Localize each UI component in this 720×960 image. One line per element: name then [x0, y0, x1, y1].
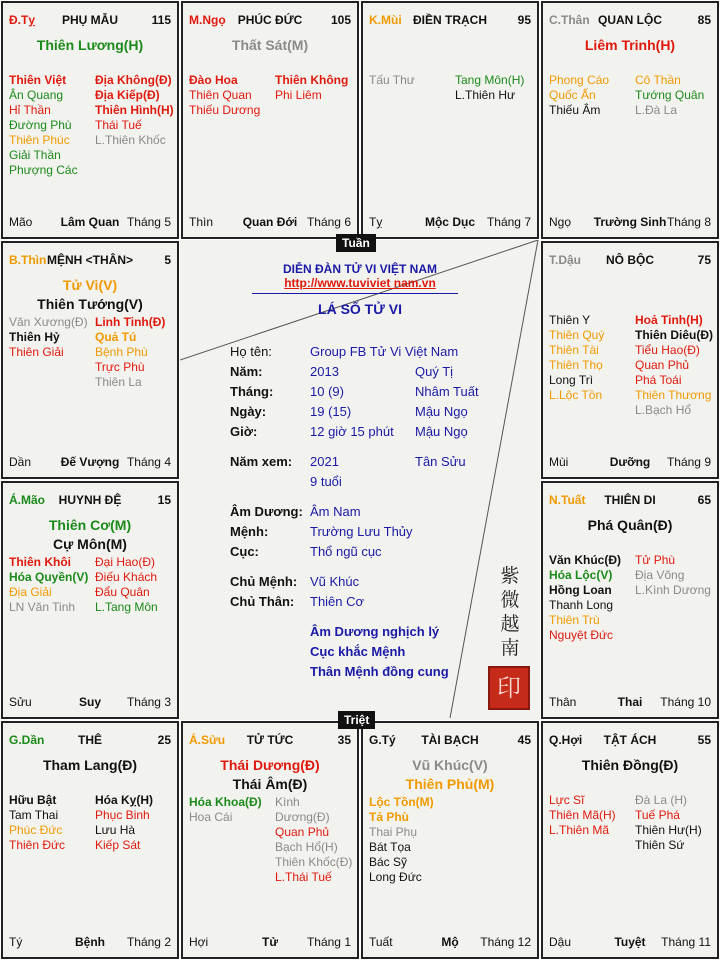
info-label: Tháng: — [230, 384, 274, 399]
palace-mao — [1, 481, 179, 719]
palace-header — [369, 13, 531, 29]
star: Lộc Tồn(M) — [369, 795, 434, 809]
palace-stem-branch: C.Thân — [549, 13, 590, 27]
stars-right — [635, 553, 711, 598]
star: Trực Phù — [95, 360, 145, 374]
main-star: Thiên Phủ(M) — [405, 776, 495, 792]
star: Đào Hoa — [189, 73, 238, 87]
palace-branch: Ngọ — [549, 215, 572, 229]
stars-left — [549, 553, 621, 643]
stars-left — [9, 315, 88, 360]
life-stage: Bệnh — [75, 935, 105, 949]
info-value-2: Mậu Ngọ — [415, 424, 468, 439]
palace-stem-branch: N.Tuất — [549, 493, 586, 507]
star: Địa Không(Đ) — [95, 73, 172, 87]
stars-left — [189, 795, 262, 825]
palace-number: 5 — [164, 253, 171, 267]
star: Thiên Khôi — [9, 555, 71, 569]
star: Thiên Thọ — [549, 358, 603, 372]
palace-stem-branch: Á.Sửu — [189, 733, 226, 747]
info-label: Họ tên: — [230, 344, 272, 359]
info-value: 2013 — [310, 364, 339, 379]
info-label: Mệnh: — [230, 524, 269, 539]
palace-number: 75 — [697, 253, 711, 267]
star: Địa Giải — [9, 585, 52, 599]
star: Cô Thần — [635, 73, 681, 87]
palace-header — [9, 13, 171, 29]
palace-stem-branch: Đ.Tỵ — [9, 13, 36, 27]
star: L.Bạch Hổ — [635, 403, 692, 417]
life-stage: Tuyệt — [614, 935, 646, 949]
star: Văn Khúc(Đ) — [549, 553, 621, 567]
palace-month: Tháng 8 — [666, 215, 711, 229]
info-label: Cục: — [230, 544, 259, 559]
palace-month: Tháng 4 — [126, 455, 171, 469]
stars-left — [9, 555, 88, 615]
palace-month: Tháng 7 — [486, 215, 531, 229]
stars-left — [549, 73, 609, 118]
palace-stem-branch: G.Dần — [9, 733, 45, 747]
palace-header — [369, 733, 531, 749]
star: Phi Liêm — [275, 88, 322, 102]
stars-right — [95, 555, 158, 615]
palace-footer — [549, 695, 711, 711]
star: Tang Môn(H) — [455, 73, 525, 87]
palace-footer — [189, 215, 351, 231]
stars-left — [549, 313, 604, 403]
star: Phá Toái — [635, 373, 682, 387]
palace-number: 85 — [697, 13, 711, 27]
palace-branch: Tý — [9, 935, 23, 949]
palace-header — [549, 733, 711, 749]
main-star: Thái Âm(Đ) — [232, 776, 308, 792]
life-stage: Đế Vượng — [60, 455, 120, 469]
palace-hoi — [541, 721, 719, 959]
star: Tấu Thư — [369, 73, 415, 87]
palace-footer — [9, 215, 171, 231]
star: Quả Tú — [95, 330, 137, 344]
star: L.Thiên Khốc — [95, 133, 166, 147]
center-panel — [180, 240, 540, 720]
star: Đà La (H) — [635, 793, 688, 807]
stars-left — [369, 73, 415, 88]
star: Phong Cáo — [549, 73, 610, 87]
star: Thiên Y — [549, 313, 591, 327]
life-stage: Trường Sinh — [593, 215, 667, 229]
palace-month: Tháng 11 — [661, 935, 711, 949]
info-value: Group FB Tử Vi Việt Nam — [310, 344, 459, 359]
star: Thai Phụ — [369, 825, 418, 839]
star: L.Thái Tuế — [275, 870, 332, 884]
palace-number: 45 — [517, 733, 531, 747]
info-label: Ngày: — [230, 404, 267, 419]
palace-dan — [1, 721, 179, 959]
palace-name: PHÚC ĐỨC — [237, 13, 303, 27]
main-star: Phá Quân(Đ) — [587, 517, 673, 533]
palace-name: THIÊN DI — [604, 493, 656, 507]
palace-name: PHỤ MẪU — [62, 13, 118, 27]
palace-footer — [9, 695, 171, 711]
note-2: Cục khắc Mệnh — [310, 644, 406, 659]
palace-branch: Tuất — [369, 935, 393, 949]
star: Bạch Hổ(H) — [275, 840, 338, 854]
star: Quốc Ấn — [549, 88, 596, 102]
star: Hoa Cái — [189, 810, 233, 824]
life-stage: Quan Đới — [242, 215, 298, 229]
palace-header — [9, 253, 171, 269]
star: Thiên Sứ — [635, 838, 685, 852]
note-1: Âm Dương nghịch lý — [310, 624, 440, 639]
info-label: Chủ Mệnh: — [230, 574, 298, 589]
life-stage: Mộc Dục — [424, 215, 475, 229]
palace-footer — [549, 215, 711, 231]
star: Thiên Quý — [549, 328, 605, 342]
palace-tuat — [541, 481, 719, 719]
star: Đẩu Quân — [95, 585, 150, 599]
palace-name: QUAN LỘC — [598, 13, 662, 27]
palace-footer — [549, 935, 711, 951]
star: Địa Võng — [635, 568, 685, 582]
palace-branch: Dần — [9, 455, 32, 469]
palace-stem-branch: M.Ngọ — [189, 13, 226, 27]
info-value: 2021 — [310, 454, 339, 469]
palace-header — [549, 13, 711, 29]
main-star: Tử Vi(V) — [62, 277, 118, 293]
palace-month: Tháng 12 — [480, 935, 531, 949]
palace-header — [549, 493, 711, 509]
star: Lực Sĩ — [549, 793, 585, 807]
star: Thiếu Dương — [189, 103, 261, 117]
star: Quan Phủ — [635, 358, 690, 372]
calligraphy-char-2: 微 — [500, 589, 520, 611]
star: Hóa Khoa(Đ) — [189, 795, 262, 809]
palace-name: TỬ TỨC — [246, 733, 294, 747]
stars-right — [95, 793, 153, 853]
main-star: Vũ Khúc(V) — [412, 757, 488, 773]
star: Thiên Đức — [9, 838, 66, 852]
palace-footer — [369, 935, 531, 951]
star: Phục Binh — [95, 808, 150, 822]
star: Thiếu Âm — [549, 103, 601, 117]
star: L.Thiên Mã — [549, 823, 610, 837]
stars-right — [635, 73, 704, 118]
star: Nguyệt Đức — [549, 628, 614, 642]
stars-right — [275, 73, 348, 103]
palace-name: TÀI BẠCH — [421, 733, 479, 747]
palace-month: Tháng 1 — [306, 935, 351, 949]
stars-right — [635, 793, 702, 853]
palace-name: TẬT ÁCH — [603, 733, 657, 747]
main-star: Thiên Cơ(M) — [48, 517, 132, 533]
info-value: Vũ Khúc — [310, 574, 360, 589]
palace-month: Tháng 2 — [126, 935, 171, 949]
star: Văn Xương(Đ) — [9, 315, 88, 329]
star: Địa Kiếp(Đ) — [95, 88, 160, 102]
life-stage: Suy — [78, 695, 101, 709]
info-value: 12 giờ 15 phút — [310, 424, 394, 439]
star: Thiên La — [95, 375, 142, 389]
star: Phúc Đức — [9, 823, 63, 837]
stars-left — [369, 795, 434, 885]
main-star: Cự Môn(M) — [53, 536, 127, 552]
star: LN Văn Tinh — [9, 600, 76, 614]
palace-month: Tháng 6 — [306, 215, 351, 229]
life-stage: Mộ — [441, 935, 459, 949]
info-value-2: Quý Tị — [415, 364, 454, 379]
palace-month: Tháng 10 — [660, 695, 711, 709]
palace-month: Tháng 5 — [126, 215, 171, 229]
star: Tiểu Hao(Đ) — [635, 343, 700, 357]
star: Thiên Phúc — [9, 133, 70, 147]
note-3: Thân Mệnh đồng cung — [310, 664, 449, 679]
info-value: Âm Nam — [310, 504, 361, 519]
palace-header — [189, 733, 351, 749]
star: L.Tang Môn — [95, 600, 158, 614]
palace-dau — [1, 1, 179, 239]
stars-left — [9, 73, 78, 178]
star: Long Đức — [369, 870, 422, 884]
star: Tướng Quân — [635, 88, 705, 102]
palace-stem-branch: T.Dậu — [549, 253, 582, 267]
stars-right — [275, 795, 357, 885]
star: Bát Tọa — [369, 840, 411, 854]
palace-than — [541, 1, 719, 239]
palace-name: ĐIỀN TRẠCH — [413, 13, 487, 27]
palace-number: 25 — [157, 733, 171, 747]
palace-branch: Mão — [9, 215, 33, 229]
palace-branch: Tỵ — [369, 215, 383, 229]
star: Thiên Quan — [189, 88, 252, 102]
main-star: Thiên Tướng(V) — [37, 296, 143, 312]
info-label: Giờ: — [230, 424, 258, 439]
vertical-calligraphy — [498, 564, 522, 660]
star: L.Kình Dương — [635, 583, 711, 597]
info-value-2: Mậu Ngọ — [415, 404, 468, 419]
palace-header — [9, 733, 171, 749]
stars-right — [455, 73, 524, 103]
palace-stem-branch: Á.Mão — [9, 493, 45, 507]
star: Thiên Không — [275, 73, 349, 87]
star: Phượng Các — [9, 163, 78, 177]
palace-name: THÊ — [78, 733, 102, 747]
star: Thiên Thương — [635, 388, 712, 402]
life-stage: Dưỡng — [609, 455, 651, 469]
palace-name: MỆNH <THÂN> — [46, 253, 133, 267]
palace-ty — [361, 721, 539, 959]
palace-number: 15 — [157, 493, 171, 507]
palace-number: 95 — [517, 13, 531, 27]
star: Giải Thần — [9, 148, 61, 162]
star: Điếu Khách — [95, 570, 158, 584]
star: Hỉ Thần — [9, 103, 51, 117]
star: Tuế Phá — [635, 808, 680, 822]
forum-title: DIỄN ĐÀN TỬ VI VIỆT NAM — [283, 262, 437, 276]
palace-branch: Mùi — [549, 455, 569, 469]
star: Thiên Diêu(Đ) — [635, 328, 713, 342]
palace-number: 115 — [151, 13, 171, 27]
star: Kình Dương(Đ) — [275, 795, 330, 824]
palace-stem-branch: Q.Hợi — [549, 733, 583, 747]
palace-stem-branch: G.Tý — [369, 733, 396, 747]
life-stage: Thai — [617, 695, 643, 709]
palace-name: NÔ BỘC — [606, 253, 654, 267]
palace-ngo — [181, 1, 359, 239]
star: Thái Tuế — [95, 118, 142, 132]
forum-url[interactable]: http://www.tuviviet nam.vn — [284, 276, 436, 290]
palace-month: Tháng 9 — [666, 455, 711, 469]
palace-stem-branch: K.Mùi — [369, 13, 402, 27]
palace-header — [549, 253, 711, 269]
calligraphy-char-3: 越 — [500, 613, 520, 635]
star: Long Trì — [549, 373, 594, 387]
info-value: 10 (9) — [310, 384, 344, 399]
info-value: 19 (15) — [310, 404, 352, 419]
star: Ân Quang — [9, 88, 64, 102]
star: Thiên Mã(H) — [549, 808, 616, 822]
star: Thiên Hư(H) — [635, 823, 702, 837]
star: Thanh Long — [549, 598, 614, 612]
star: Hóa Kỵ(H) — [95, 793, 154, 807]
palace-branch: Sửu — [9, 695, 32, 709]
info-label: Chủ Thân: — [230, 594, 295, 609]
stars-right — [635, 313, 713, 418]
palace-suu — [181, 721, 359, 959]
info-value: Thổ ngũ cục — [310, 544, 382, 559]
info-label: Năm: — [230, 364, 263, 379]
palace-branch: Thân — [549, 695, 577, 709]
star: Kiếp Sát — [95, 838, 141, 852]
stars-left — [189, 73, 260, 118]
palace-month: Tháng 3 — [126, 695, 171, 709]
star: Bác Sỹ — [369, 855, 408, 869]
stars-right — [95, 315, 165, 390]
star: Tả Phù — [369, 810, 410, 824]
palace-header — [9, 493, 171, 509]
star: Thiên Hình(H) — [95, 103, 174, 117]
star: Hóa Lộc(V) — [549, 568, 613, 582]
star: Tử Phù — [635, 553, 676, 567]
palace-footer — [189, 935, 351, 951]
info-value: Thiên Cơ — [310, 594, 365, 609]
main-star: Thất Sát(M) — [231, 37, 309, 53]
life-stage: Tử — [261, 935, 279, 949]
info-label: Âm Dương: — [230, 504, 303, 519]
info-value-2: Nhâm Tuất — [415, 384, 479, 399]
palace-header — [189, 13, 351, 29]
main-star: Thái Dương(Đ) — [220, 757, 320, 773]
star: Thiên Hỷ — [9, 330, 60, 344]
tuan-label: Tuần — [336, 234, 376, 252]
palace-number: 105 — [330, 13, 351, 27]
palace-branch: Thìn — [189, 215, 214, 229]
palace-thin — [1, 241, 179, 479]
info-value: Trường Lưu Thủy — [310, 524, 413, 539]
chart-divider — [252, 293, 458, 294]
palace-footer — [9, 455, 171, 471]
star: Linh Tinh(Đ) — [95, 315, 166, 329]
triet-label: Triệt — [338, 711, 375, 729]
star: Hóa Quyền(V) — [9, 570, 89, 584]
star: L.Thiên Hư — [455, 88, 516, 102]
stars-left — [549, 793, 616, 838]
star: Thiên Việt — [9, 73, 67, 87]
star: L.Lộc Tồn — [549, 388, 603, 402]
star: Tam Thai — [9, 808, 59, 822]
star: Thiên Trù — [549, 613, 600, 627]
star: Quan Phủ — [275, 825, 330, 839]
star: Thiên Khốc(Đ) — [275, 855, 353, 869]
palace-number: 35 — [337, 733, 351, 747]
star: Hồng Loan — [549, 583, 612, 597]
stars-left — [9, 793, 65, 853]
star: Thiên Tài — [549, 343, 599, 357]
main-star: Tham Lang(Đ) — [42, 757, 138, 773]
chart-title: LÁ SỐ TỬ VI — [318, 301, 402, 317]
main-star: Thiên Lương(H) — [36, 37, 144, 53]
palace-number: 65 — [697, 493, 711, 507]
star: Đường Phù — [9, 118, 72, 132]
calligraphy-char-4: 南 — [500, 637, 520, 659]
star: Thiên Giải — [9, 345, 64, 359]
main-star: Thiên Đồng(Đ) — [581, 757, 679, 773]
info-value-2: Tân Sửu — [415, 454, 466, 469]
star: Lưu Hà — [95, 823, 136, 837]
star: Hữu Bật — [9, 793, 57, 807]
life-stage: Lâm Quan — [60, 215, 120, 229]
palace-footer — [369, 215, 531, 231]
star: Đại Hao(Đ) — [95, 555, 156, 569]
palace-footer — [549, 455, 711, 471]
star: Hoả Tinh(H) — [635, 313, 703, 327]
red-seal: 印 — [488, 666, 530, 710]
stars-right — [95, 73, 174, 148]
palace-number: 55 — [697, 733, 711, 747]
star: L.Đà La — [635, 103, 678, 117]
palace-mui — [361, 1, 539, 239]
main-star: Liêm Trinh(H) — [584, 37, 676, 53]
palace-footer — [9, 935, 171, 951]
info-label: Năm xem: — [230, 454, 293, 469]
palace-name: HUYNH ĐỆ — [58, 493, 122, 507]
palace-branch: Hợi — [189, 935, 209, 949]
palace-dau2 — [541, 241, 719, 479]
calligraphy-char-1: 紫 — [500, 565, 520, 587]
palace-branch: Dậu — [549, 935, 572, 949]
palace-stem-branch: B.Thìn — [9, 253, 47, 267]
age-value: 9 tuổi — [310, 474, 342, 489]
star: Bệnh Phù — [95, 345, 148, 359]
